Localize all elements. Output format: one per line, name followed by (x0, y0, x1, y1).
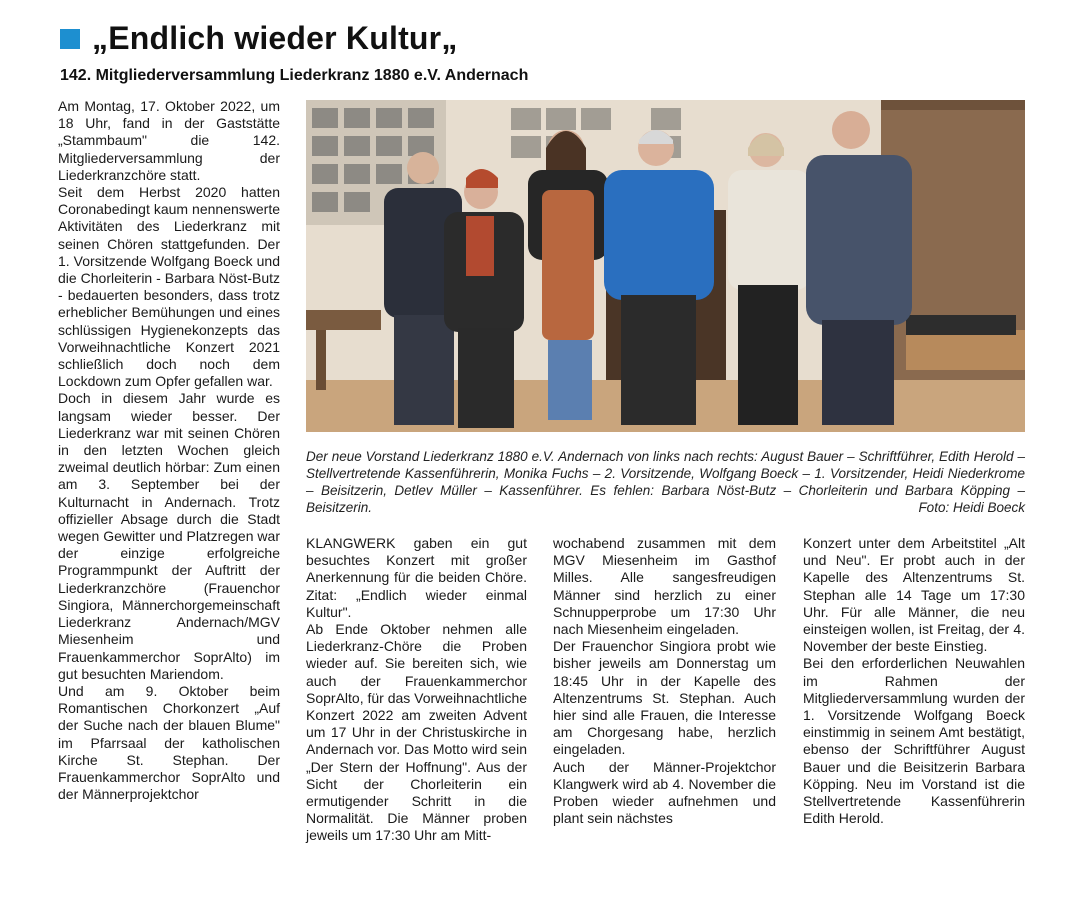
paragraph: Am Montag, 17. Oktober 2022, um 18 Uhr, fand in der Gaststätte „Stammbaum" die 142. Mitgliederversammlung der Liederkranzchöre statt. (58, 98, 280, 183)
subtitle: 142. Mitgliederversammlung Liederkranz 1880 e.V. Andernach (60, 67, 529, 84)
paragraph: Doch in diesem Jahr wurde es langsam wieder besser. Der Liederkranz war mit seinen Chören in den letzten Wochen gleich zweimal deutlich hörbar: Zum einen am 3. September bei der Kulturnacht in Andernach. Trotz offizieller Absage durch die Stadt wegen Gewitter und Platzregen war der einzige erfolgreiche Programmpunkt der Auftritt der Liederkranzchöre (Frauenchor Singiora, Männerchorgemeinschaft Liederkranz Andernach/MGV Miesenheim und Frauenkammerchor SoprAlto) im gut besuchten Mariendom. (58, 390, 280, 682)
headline: „Endlich wieder Kultur„ (92, 20, 458, 56)
paragraph: wochabend zusammen mit dem MGV Miesenheim im Gasthof Milles. Alle sangesfreudigen Männer sind herzlich zu einer Schnupperprobe um 17:30 Uhr nach Miesenheim eingeladen. (553, 535, 776, 638)
blue-square-marker (60, 29, 80, 49)
caption-text: Der neue Vorstand Liederkranz 1880 e.V. Andernach von links nach rechts: August Bauer – Schriftführer, Edith Herold – Stellvertretende Kassenführerin, Monika Fuchs – 2. Vorsitzende, Wolfgang Boeck – 1. Vorsitzender, Heidi Niederkrome – Beisitzerin, Detlev Müller – Kassenführer. Es fehlen: Barbara Nöst-Butz – Chorleiterin und Barbara Köpping – Beisitzerin. (306, 449, 1025, 515)
article-column-2 (306, 535, 527, 845)
article-column-3 (553, 535, 776, 827)
article-column-1 (58, 98, 280, 803)
group-photo-illustration (306, 100, 1025, 432)
paragraph: Bei den erforderlichen Neuwahlen im Rahmen der Mitgliederversammlung wurden der 1. Vorsitzende Wolfgang Boeck einstimmig in seinem Amt bestätigt, ebenso der Schriftführer August Bauer und die Beisitzerin Barbara Köpping. Neu im Vorstand ist die Stellvertretende Kassenführerin Edith Herold. (803, 655, 1025, 827)
paragraph: KLANGWERK gaben ein gut besuchtes Konzert mit großer Anerkennung für die beiden Chöre. Zitat: „Endlich wieder einmal Kultur". (306, 535, 527, 620)
headline-block (60, 20, 458, 57)
paragraph: Auch der Männer-Projektchor Klangwerk wird ab 4. November die Proben wieder aufnehmen und plant sein nächstes (553, 758, 776, 827)
photo-caption (306, 448, 1025, 516)
article-column-4 (803, 535, 1025, 827)
paragraph: Konzert unter dem Arbeitstitel „Alt und Neu". Er probt auch in der Kapelle des Altenzentrums St. Stephan alle 14 Tage um 17:30 Uhr. Für alle Männer, die neu einsteigen wollen, ist Freitag, der 4. November der beste Einstieg. (803, 535, 1025, 655)
photo-credit: Foto: Heidi Boeck (918, 500, 1025, 515)
paragraph: Ab Ende Oktober nehmen alle Liederkranz-Chöre die Proben wieder auf. Sie bereiten sich, wie auch der Frauenkammerchor SoprAlto, für das Vorweihnachtliche Konzert 2022 am zweiten Advent um 17 Uhr in der Christuskirche in Andernach vor. Das Motto wird sein „Der Stern der Hoffnung". Aus der Sicht der Chorleiterin ein ermutigender Schritt in die Normalität. Die Männer proben jeweils um 17:30 Uhr am Mitt- (306, 621, 528, 844)
group-photo (306, 100, 1025, 432)
paragraph: Seit dem Herbst 2020 hatten Coronabedingt kaum nennenswerte Aktivitäten des Liederkranz mit seinen Chören stattgefunden. Der 1. Vorsitzende Wolfgang Boeck und die Chorleiterin - Barbara Nöst-Butz - bedauerten besonders, dass trotz erheblicher Bemühungen und eines schlüssigen Hygienekonzepts das Vorweihnachtliche Konzert 2021 schließlich doch noch dem Lockdown zum Opfer gefallen war. (58, 184, 280, 390)
paragraph: Der Frauenchor Singiora probt wie bisher jeweils am Donnerstag um 18:45 Uhr in der Kapelle des Altenzentrums St. Stephan. Auch hier sind alle Frauen, die Interesse am Chorgesang habe, herzlich eingeladen. (553, 638, 776, 758)
paragraph: Und am 9. Oktober beim Romantischen Chorkonzert „Auf der Suche nach der blauen Blume" im Pfarrsaal der katholischen Kirche St. Stephan. Der Frauenkammerchor SoprAlto und der Männerprojektchor (58, 682, 280, 803)
